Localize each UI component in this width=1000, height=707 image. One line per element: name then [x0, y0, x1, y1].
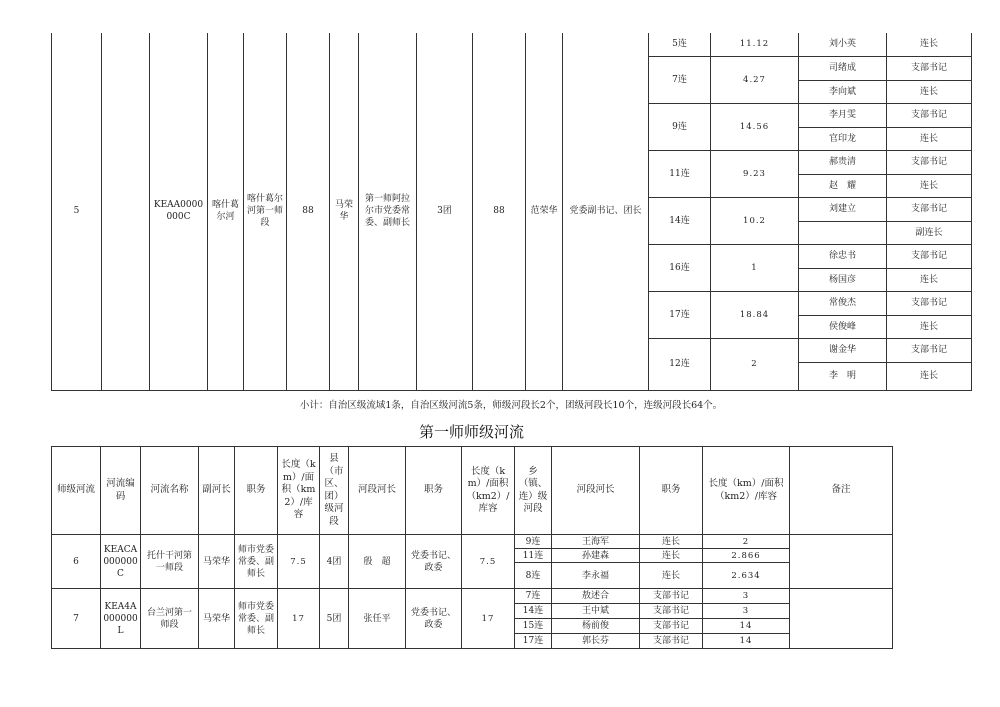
company-unit: 12连 [649, 338, 711, 390]
company-length: 14 [703, 634, 790, 649]
county-section: 5团 [320, 589, 349, 649]
river-name: 喀什葛尔河 [208, 33, 244, 390]
section-title: 第一师师级河流 [418, 423, 524, 441]
company-length: 2 [703, 535, 790, 549]
header-remarks: 备注 [790, 447, 893, 535]
company-length: 1 [711, 244, 799, 291]
company-chief-role: 支部书记 [640, 604, 703, 619]
company-chief: 常俊杰 [799, 291, 887, 315]
company-unit: 7连 [515, 589, 552, 604]
header-county-section: 县（市区、团）级河段 [320, 447, 349, 535]
header-length: 长度（km）/面积（km2）/库容 [703, 447, 790, 535]
subtotal-note: 小计：自治区级流域1条，自治区级河流5条，师级河段长2个，团级河段长10个，连级河段长64个。 [299, 400, 723, 411]
header-deputy-chief: 副河长 [199, 447, 235, 535]
company-chief: 李 明 [799, 362, 887, 390]
company-chief-role: 支部书记 [887, 197, 972, 221]
river-section-table-continued [51, 33, 972, 391]
company-chief: 李月雯 [799, 103, 887, 127]
company-chief-role: 连长 [887, 362, 972, 390]
company-unit: 14连 [649, 197, 711, 244]
company-unit: 17连 [649, 291, 711, 338]
header-length: 长度（km）/面积（km2）/库容 [278, 447, 320, 535]
company-chief-role: 支部书记 [640, 634, 703, 649]
county-chief-position: 党委书记、政委 [406, 535, 462, 589]
river-row-number: 7 [52, 589, 101, 649]
company-chief-role: 支部书记 [887, 103, 972, 127]
company-chief-role: 连长 [887, 268, 972, 291]
header-river-code: 河流编码 [101, 447, 141, 535]
company-length: 14 [703, 619, 790, 634]
company-chief-role: 连长 [887, 80, 972, 103]
company-chief-role: 支部书记 [887, 338, 972, 362]
company-chief: 孙建森 [552, 549, 640, 563]
company-length: 14.56 [711, 103, 799, 150]
river-code: KEACA000000C [101, 535, 141, 589]
river-row-number: 5 [52, 33, 102, 390]
county-chief: 张任平 [349, 589, 406, 649]
county-chief: 范荣华 [526, 33, 563, 390]
company-length: 2.634 [703, 563, 790, 589]
company-chief-role: 支部书记 [887, 56, 972, 80]
company-chief-role: 支部书记 [887, 291, 972, 315]
header-township-section: 乡（镇、连）级河段 [515, 447, 552, 535]
company-chief: 刘建立 [799, 197, 887, 221]
company-chief [799, 221, 887, 244]
company-unit: 14连 [515, 604, 552, 619]
county-section-length: 88 [473, 33, 526, 390]
company-chief: 杨前俊 [552, 619, 640, 634]
county-chief-position: 党委副书记、团长 [563, 33, 649, 390]
header-position: 职务 [640, 447, 703, 535]
company-chief: 王海军 [552, 535, 640, 549]
company-chief-role: 连长 [640, 549, 703, 563]
company-chief: 官印龙 [799, 127, 887, 150]
company-chief-role: 连长 [640, 535, 703, 549]
company-chief-role: 支部书记 [887, 244, 972, 268]
blank-cell [102, 33, 150, 390]
remarks-cell [790, 589, 893, 649]
county-chief: 殷 超 [349, 535, 406, 589]
section-length: 7.5 [278, 535, 320, 589]
county-section: 4团 [320, 535, 349, 589]
header-section-chief: 河段河长 [349, 447, 406, 535]
company-unit: 11连 [649, 150, 711, 197]
company-chief-role: 副连长 [887, 221, 972, 244]
company-length: 2.866 [703, 549, 790, 563]
deputy-position: 第一师阿拉尔市党委常委、副师长 [359, 33, 417, 390]
company-chief: 郭长芬 [552, 634, 640, 649]
deputy-position: 师市党委常委、副师长 [235, 589, 278, 649]
company-length: 9.23 [711, 150, 799, 197]
company-chief-role: 连长 [887, 127, 972, 150]
header-division-river: 师级河流 [52, 447, 101, 535]
company-length: 4.27 [711, 56, 799, 103]
county-chief-position: 党委书记、政委 [406, 589, 462, 649]
company-chief: 李永福 [552, 563, 640, 589]
company-unit: 11连 [515, 549, 552, 563]
company-length: 2 [711, 338, 799, 390]
river-code: KEA4A000000L [101, 589, 141, 649]
remarks-cell [790, 535, 893, 589]
river-name: 托什干河第一师段 [141, 535, 199, 589]
deputy-position: 师市党委常委、副师长 [235, 535, 278, 589]
deputy-chief: 马荣华 [199, 535, 235, 589]
company-chief: 敖述合 [552, 589, 640, 604]
section-length: 88 [287, 33, 330, 390]
company-chief: 杨国彦 [799, 268, 887, 291]
company-length: 3 [703, 589, 790, 604]
river-section-name: 喀什葛尔河第一师段 [244, 33, 287, 390]
county-section-length: 7.5 [462, 535, 515, 589]
company-chief: 赵 耀 [799, 174, 887, 197]
company-unit: 9连 [515, 535, 552, 549]
company-chief-role: 支部书记 [887, 150, 972, 174]
company-length: 18.84 [711, 291, 799, 338]
header-river-name: 河流名称 [141, 447, 199, 535]
river-row-number: 6 [52, 535, 101, 589]
company-chief: 王中斌 [552, 604, 640, 619]
header-length: 长度（km）/面积（km2）/库容 [462, 447, 515, 535]
company-length: 11.12 [711, 33, 799, 56]
county-section: 3团 [417, 33, 473, 390]
deputy-chief: 马荣华 [199, 589, 235, 649]
company-length: 10.2 [711, 197, 799, 244]
company-unit: 5连 [649, 33, 711, 56]
deputy-chief: 马荣华 [330, 33, 359, 390]
company-chief: 司绪成 [799, 56, 887, 80]
company-unit: 15连 [515, 619, 552, 634]
company-chief: 李向斌 [799, 80, 887, 103]
company-unit: 16连 [649, 244, 711, 291]
company-unit: 7连 [649, 56, 711, 103]
river-name: 台兰河第一师段 [141, 589, 199, 649]
company-length: 3 [703, 604, 790, 619]
company-chief: 郝贵清 [799, 150, 887, 174]
company-chief-role: 连长 [887, 174, 972, 197]
company-chief-role: 连长 [640, 563, 703, 589]
company-unit: 8连 [515, 563, 552, 589]
company-chief-role: 连长 [887, 315, 972, 338]
company-chief-role: 连长 [887, 33, 972, 56]
company-chief: 徐忠书 [799, 244, 887, 268]
company-chief: 刘小英 [799, 33, 887, 56]
company-chief: 侯俊峰 [799, 315, 887, 338]
division-river-table [51, 446, 893, 649]
header-position: 职务 [235, 447, 278, 535]
company-chief-role: 支部书记 [640, 619, 703, 634]
company-chief: 谢金华 [799, 338, 887, 362]
section-length: 17 [278, 589, 320, 649]
header-position: 职务 [406, 447, 462, 535]
header-section-chief: 河段河长 [552, 447, 640, 535]
county-section-length: 17 [462, 589, 515, 649]
company-unit: 9连 [649, 103, 711, 150]
company-chief-role: 支部书记 [640, 589, 703, 604]
company-unit: 17连 [515, 634, 552, 649]
river-code: KEAA0000000C [150, 33, 208, 390]
